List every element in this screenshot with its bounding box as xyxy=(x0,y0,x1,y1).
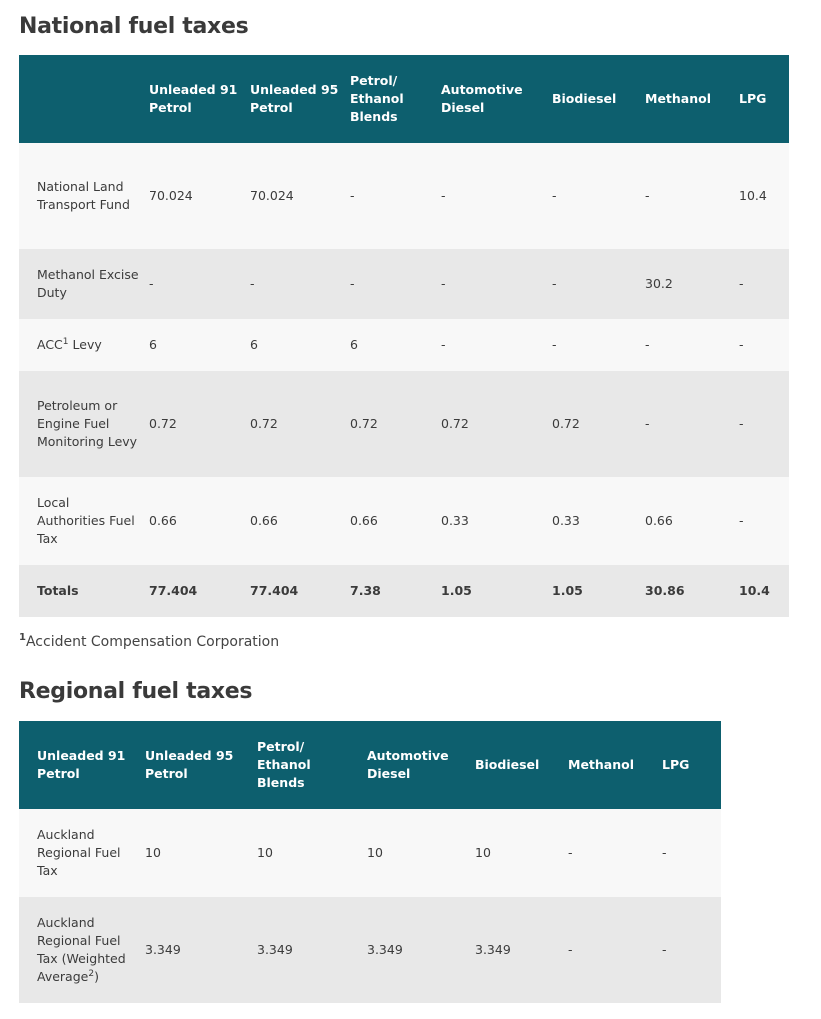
table-header-row xyxy=(19,55,789,143)
table-cell: 3.349 xyxy=(367,942,403,957)
table-cell: - xyxy=(662,845,667,860)
national-fuel-taxes-title: National fuel taxes xyxy=(19,14,249,39)
table-cell: - xyxy=(739,513,744,528)
table-cell: 0.66 xyxy=(250,513,278,528)
table-row xyxy=(19,319,789,371)
row-label: Local Authorities Fuel Tax xyxy=(37,495,135,546)
table-cell: 7.38 xyxy=(350,583,381,598)
table-cell: - xyxy=(441,188,446,203)
table-cell: - xyxy=(568,942,573,957)
row-label: National Land Transport Fund xyxy=(37,179,130,212)
table-cell: 0.66 xyxy=(350,513,378,528)
table-row xyxy=(19,249,789,319)
column-header-diesel: Automotive Diesel xyxy=(367,748,449,781)
table-cell: - xyxy=(662,942,667,957)
table-cell: 6 xyxy=(350,337,358,352)
table-cell: 0.33 xyxy=(441,513,469,528)
table-cell: 0.72 xyxy=(250,416,278,431)
row-label: Petroleum or Engine Fuel Monitoring Levy xyxy=(37,398,138,449)
table-cell: 6 xyxy=(250,337,258,352)
footnote-marker: 2 xyxy=(88,969,95,979)
table-cell: - xyxy=(568,845,573,860)
table-cell: - xyxy=(739,416,744,431)
column-header-unleaded-95: Unleaded 95 Petrol xyxy=(250,82,339,115)
column-header-petrol-ethanol: Petrol/ Ethanol Blends xyxy=(350,73,404,124)
column-header-methanol: Methanol xyxy=(645,91,711,106)
table-cell: 77.404 xyxy=(149,583,198,598)
table-cell: - xyxy=(441,337,446,352)
column-header-lpg: LPG xyxy=(739,91,767,106)
table-cell: 0.72 xyxy=(149,416,177,431)
table-cell: 10.4 xyxy=(739,188,767,203)
table-cell: - xyxy=(739,337,744,352)
table-cell: 10 xyxy=(367,845,383,860)
column-header-unleaded-91: Unleaded 91 Petrol xyxy=(149,82,238,115)
row-label: ACC$^1$ Levy xyxy=(37,337,102,352)
table-cell: 77.404 xyxy=(250,583,299,598)
footnote xyxy=(19,634,279,650)
table-cell: 0.72 xyxy=(441,416,469,431)
column-header xyxy=(19,55,149,143)
column-header-biodiesel: Biodiesel xyxy=(552,91,617,106)
table-cell: 30.86 xyxy=(645,583,685,598)
table-cell: - xyxy=(645,188,650,203)
table-cell: - xyxy=(739,276,744,291)
table-cell: 0.66 xyxy=(645,513,673,528)
table-cell: 0.33 xyxy=(552,513,580,528)
table-cell: 0.72 xyxy=(552,416,580,431)
footnote-text: Accident Compensation Corporation xyxy=(25,634,280,650)
table-cell: 0.66 xyxy=(149,513,177,528)
column-header-unleaded-91: Unleaded 91 Petrol xyxy=(37,748,126,781)
table-cell: 3.349 xyxy=(257,942,293,957)
row-label: Auckland Regional Fuel Tax (Weighted Average$^2$) xyxy=(37,915,126,984)
table-cell: 10.4 xyxy=(739,583,770,598)
column-header-petrol-ethanol: Petrol/ Ethanol Blends xyxy=(257,739,311,790)
table-row xyxy=(19,143,789,249)
table-cell: 30.2 xyxy=(645,276,673,291)
table-cell: - xyxy=(441,276,446,291)
row-label: Methanol Excise Duty xyxy=(37,267,139,300)
table-cell: - xyxy=(552,188,557,203)
column-header-methanol: Methanol xyxy=(568,757,634,772)
table-cell: - xyxy=(350,276,355,291)
table-cell: 70.024 xyxy=(149,188,193,203)
totals-row xyxy=(19,565,789,617)
row-label: Totals xyxy=(37,583,79,598)
table-cell: 70.024 xyxy=(250,188,294,203)
table-cell: - xyxy=(552,276,557,291)
table-row xyxy=(19,371,789,477)
footnote-marker: 1 xyxy=(62,337,69,347)
regional-fuel-taxes-table xyxy=(19,721,721,1003)
table-cell: - xyxy=(350,188,355,203)
footnote-marker: 1 xyxy=(19,632,26,643)
column-header-biodiesel: Biodiesel xyxy=(475,757,540,772)
table-cell: 1.05 xyxy=(441,583,472,598)
column-header-unleaded-95: Unleaded 95 Petrol xyxy=(145,748,234,781)
table-cell: - xyxy=(645,416,650,431)
table-cell: 0.72 xyxy=(350,416,378,431)
column-header-lpg: LPG xyxy=(662,757,690,772)
regional-fuel-taxes-title: Regional fuel taxes xyxy=(19,679,253,704)
table-cell: - xyxy=(250,276,255,291)
table-cell: 3.349 xyxy=(145,942,181,957)
table-cell: - xyxy=(552,337,557,352)
table-row xyxy=(19,477,789,565)
table-cell: - xyxy=(645,337,650,352)
table-cell: 10 xyxy=(257,845,273,860)
row-label: Auckland Regional Fuel Tax xyxy=(37,827,121,878)
table-cell: 10 xyxy=(145,845,161,860)
table-header-row xyxy=(19,721,721,809)
table-row xyxy=(19,809,721,897)
table-cell: 3.349 xyxy=(475,942,511,957)
table-cell: 1.05 xyxy=(552,583,583,598)
table-cell: 6 xyxy=(149,337,157,352)
table-cell: - xyxy=(149,276,154,291)
table-cell: 10 xyxy=(475,845,491,860)
table-row xyxy=(19,897,721,1003)
column-header-diesel: Automotive Diesel xyxy=(441,82,523,115)
national-fuel-taxes-table xyxy=(19,55,789,617)
